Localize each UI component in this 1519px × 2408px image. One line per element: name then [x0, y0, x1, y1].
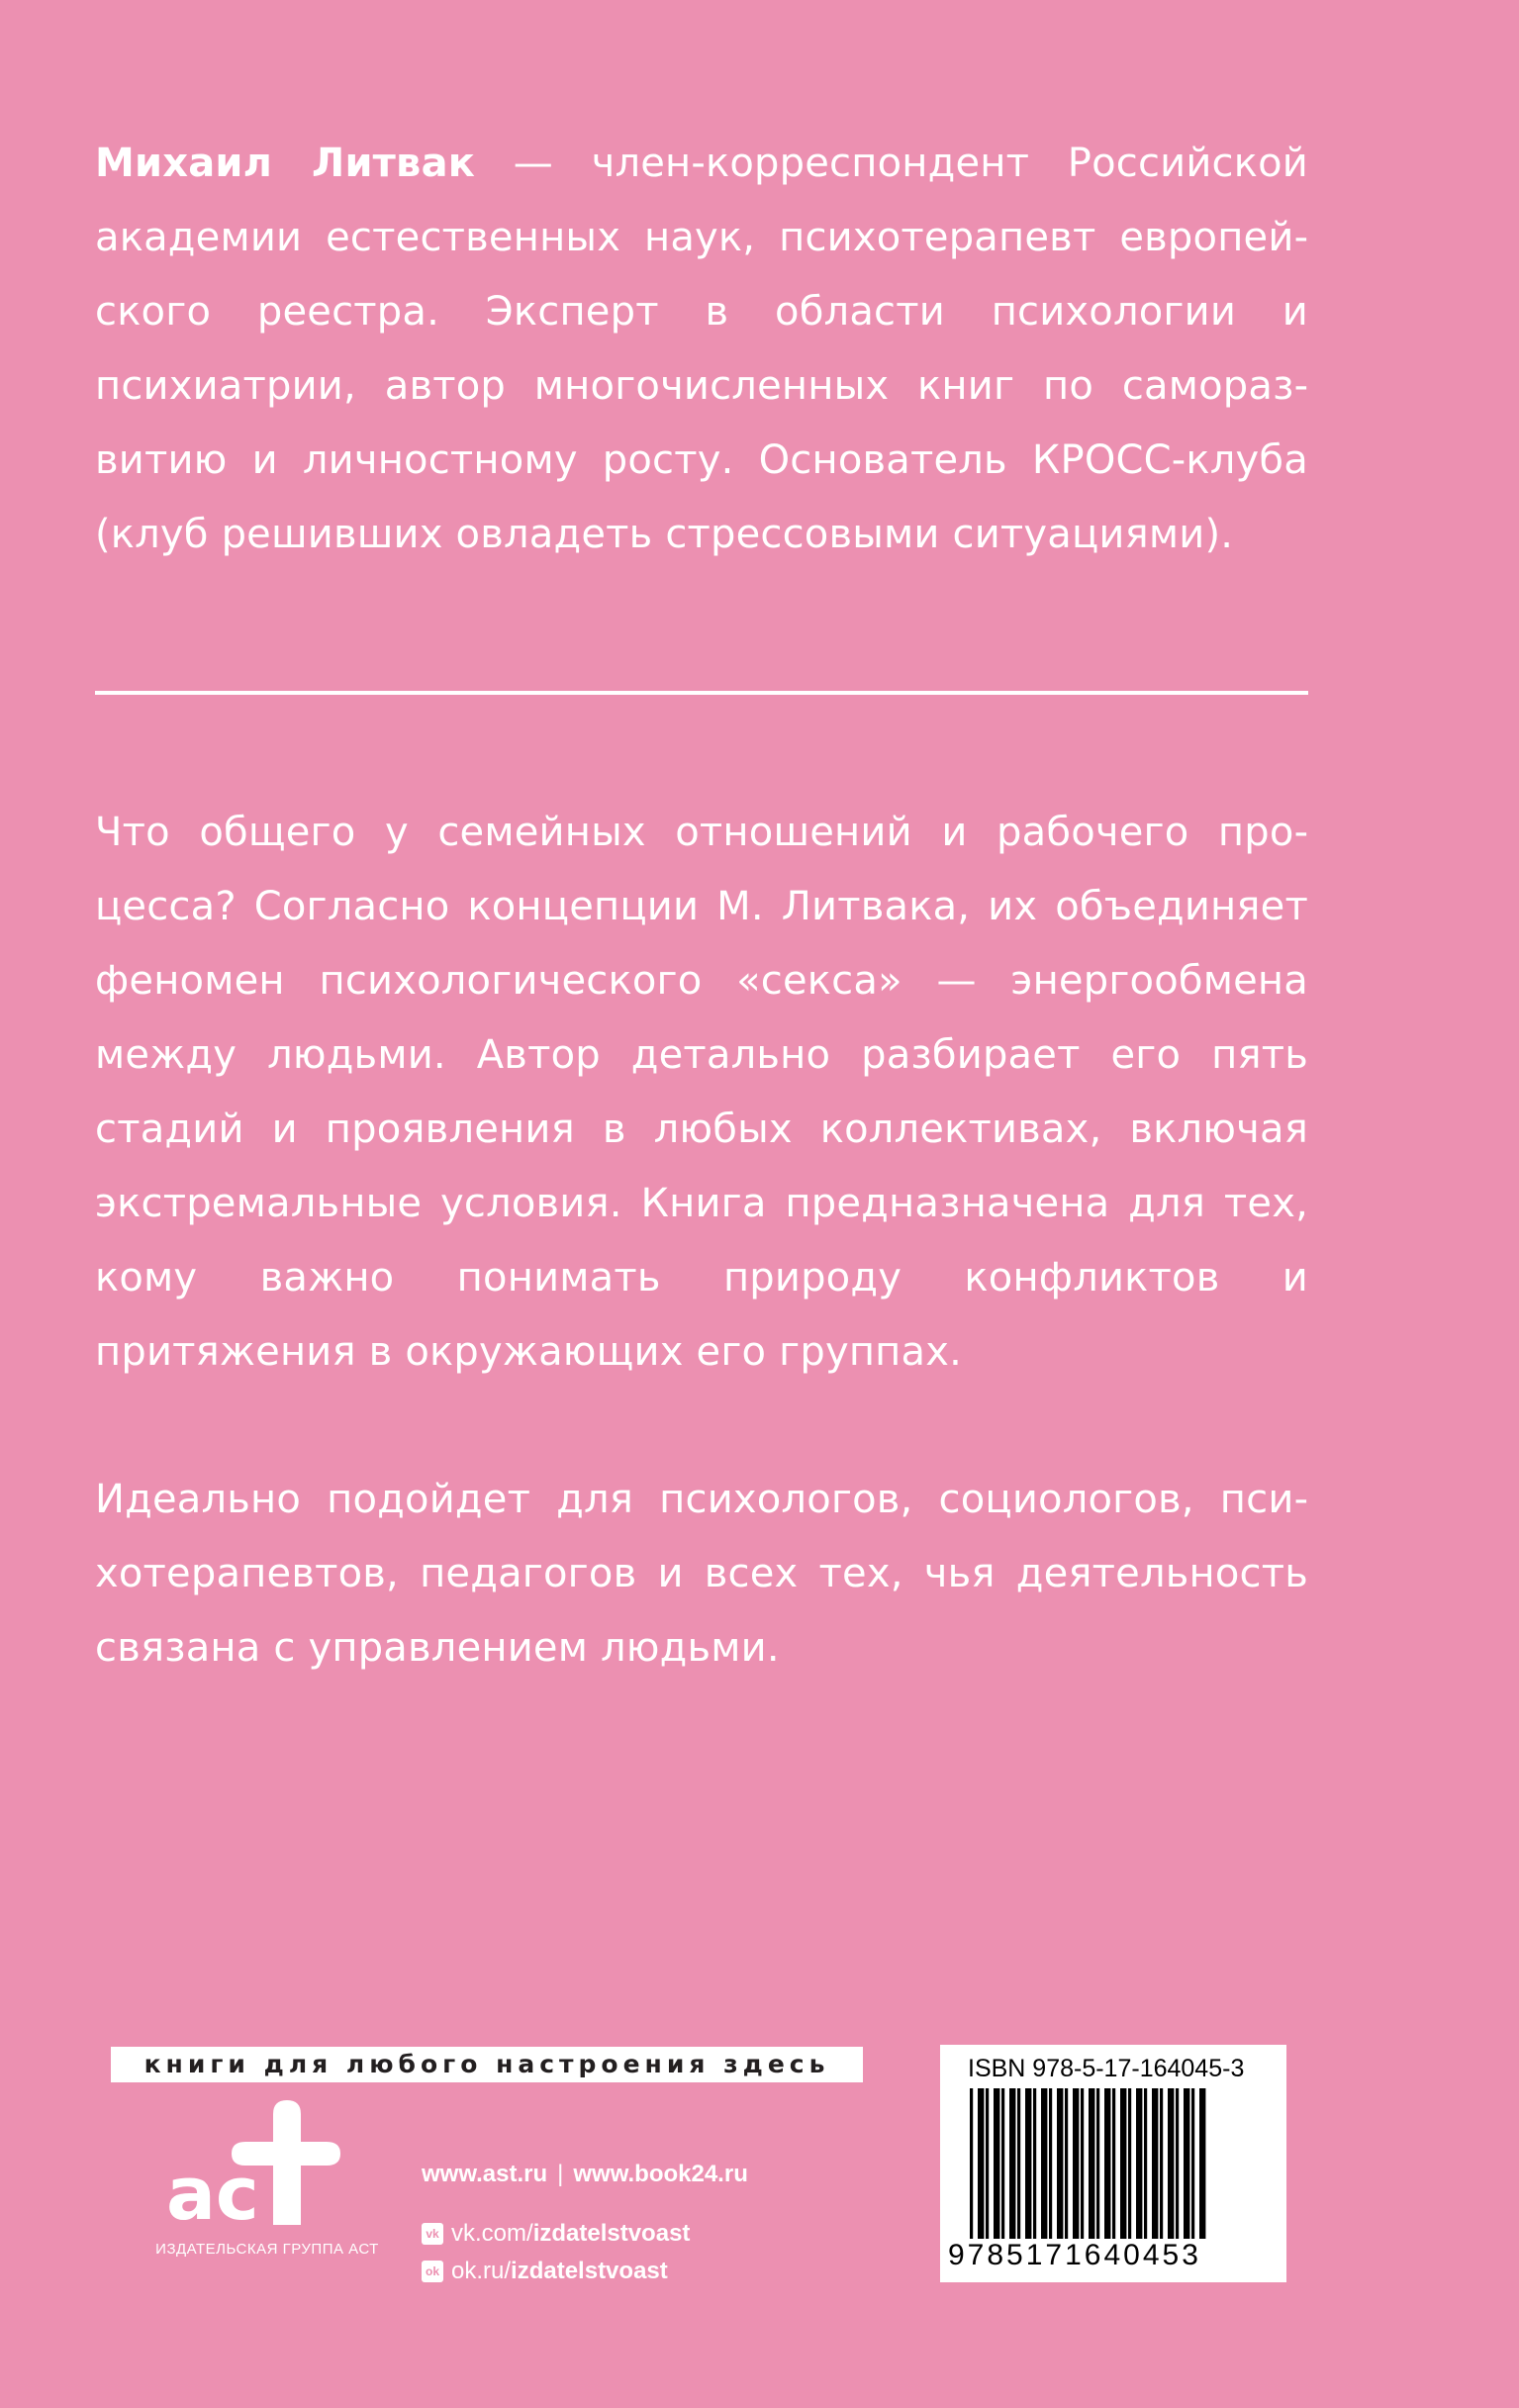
- barcode-bar: [1144, 2088, 1147, 2243]
- barcode-bar: [1112, 2088, 1115, 2243]
- isbn-label: ISBN 978-5-17-164045-3: [968, 2055, 1245, 2082]
- barcode-bar: [1176, 2088, 1179, 2243]
- barcode-bar: [1096, 2088, 1099, 2243]
- barcode-bar: [1057, 2088, 1063, 2243]
- author-name: Михаил Литвак: [95, 141, 476, 186]
- website-row: [422, 2156, 748, 2193]
- barcode-digits: 9785171640453: [948, 2239, 1279, 2272]
- barcode-bar: [1001, 2088, 1004, 2243]
- ok-handle: izdatelstvoast: [511, 2258, 668, 2284]
- barcode-bar: [1160, 2088, 1163, 2243]
- barcode-bar: [1168, 2088, 1174, 2243]
- ok-prefix: ok.ru/: [451, 2258, 512, 2284]
- logo-text: ас: [166, 2152, 259, 2229]
- author-bio-text: — член-корреспондент Российской академии естественных наук, психотерапевт европейского реестра. Эксперт в области психологии и психиатрии, автор многочисленных книг по саморазвитию и личностному росту. Основатель КРОСС-клуба (клуб решивших овладеть стрессовыми ситуациями).: [95, 141, 1308, 557]
- vk-handle: izdatelstvoast: [532, 2220, 691, 2247]
- barcode-bar: [1152, 2088, 1158, 2243]
- barcode-bar: [1049, 2088, 1052, 2243]
- barcode-bar: [986, 2088, 989, 2243]
- publisher-logo: [162, 2100, 360, 2229]
- barcode-bar: [1065, 2088, 1068, 2243]
- barcode-bar: [1184, 2088, 1189, 2243]
- barcode-bar: [1191, 2088, 1194, 2243]
- vk-prefix: vk.com/: [451, 2220, 533, 2247]
- vk-icon: vk: [422, 2223, 443, 2245]
- barcode-bar: [1025, 2088, 1031, 2243]
- barcode-bar: [1009, 2088, 1015, 2243]
- link-separator: |: [557, 2161, 564, 2187]
- barcode-bar: [1120, 2088, 1126, 2243]
- barcode-bar: [1033, 2088, 1036, 2243]
- barcode-bar: [1104, 2088, 1110, 2243]
- book-description: Что общего у семейных отношений и рабочего процесса? Согласно концепции М. Литвака, их объединяет феномен психологического «секса» — энергообмена между людьми. Автор детально разбирает его пять стадий и проявления в любых коллективах, включая экстремальные условия. Книга предназначена для тех, кому важно понимать природу конфликтов и притяжения в окружающих его группах.: [95, 810, 1308, 1375]
- website-link-book24[interactable]: www.book24.ru: [573, 2161, 748, 2187]
- barcode-bar: [1041, 2088, 1047, 2243]
- barcode-bar: [1128, 2088, 1131, 2243]
- barcode-bar: [1199, 2088, 1205, 2243]
- ok-icon: ok: [422, 2261, 443, 2282]
- barcode-bar: [994, 2088, 999, 2243]
- barcode-bar: [1081, 2088, 1084, 2243]
- barcode-bar: [1089, 2088, 1094, 2243]
- barcode-bar: [978, 2088, 984, 2243]
- ok-row[interactable]: [422, 2253, 748, 2290]
- target-audience: Идеально подойдет для психологов, социологов, психотерапевтов, педагогов и всех тех, чья деятельность связана с управлением людьми.: [95, 1477, 1308, 1671]
- isbn-box: [940, 2045, 1286, 2282]
- barcode-bar: [970, 2088, 973, 2243]
- barcode-bar: [1073, 2088, 1079, 2243]
- divider: [95, 691, 1308, 695]
- author-bio: [95, 127, 1308, 572]
- slogan-bar: книги для любого настроения здесь: [111, 2047, 863, 2082]
- website-link-ast[interactable]: www.ast.ru: [422, 2161, 548, 2187]
- barcode-bar: [1017, 2088, 1020, 2243]
- barcode-bar: [1136, 2088, 1142, 2243]
- barcode: [948, 2088, 1279, 2243]
- publisher-name: ИЗДАТЕЛЬСКАЯ ГРУППА АСТ: [155, 2241, 379, 2258]
- publisher-links: [422, 2156, 748, 2290]
- vk-row[interactable]: [422, 2215, 748, 2253]
